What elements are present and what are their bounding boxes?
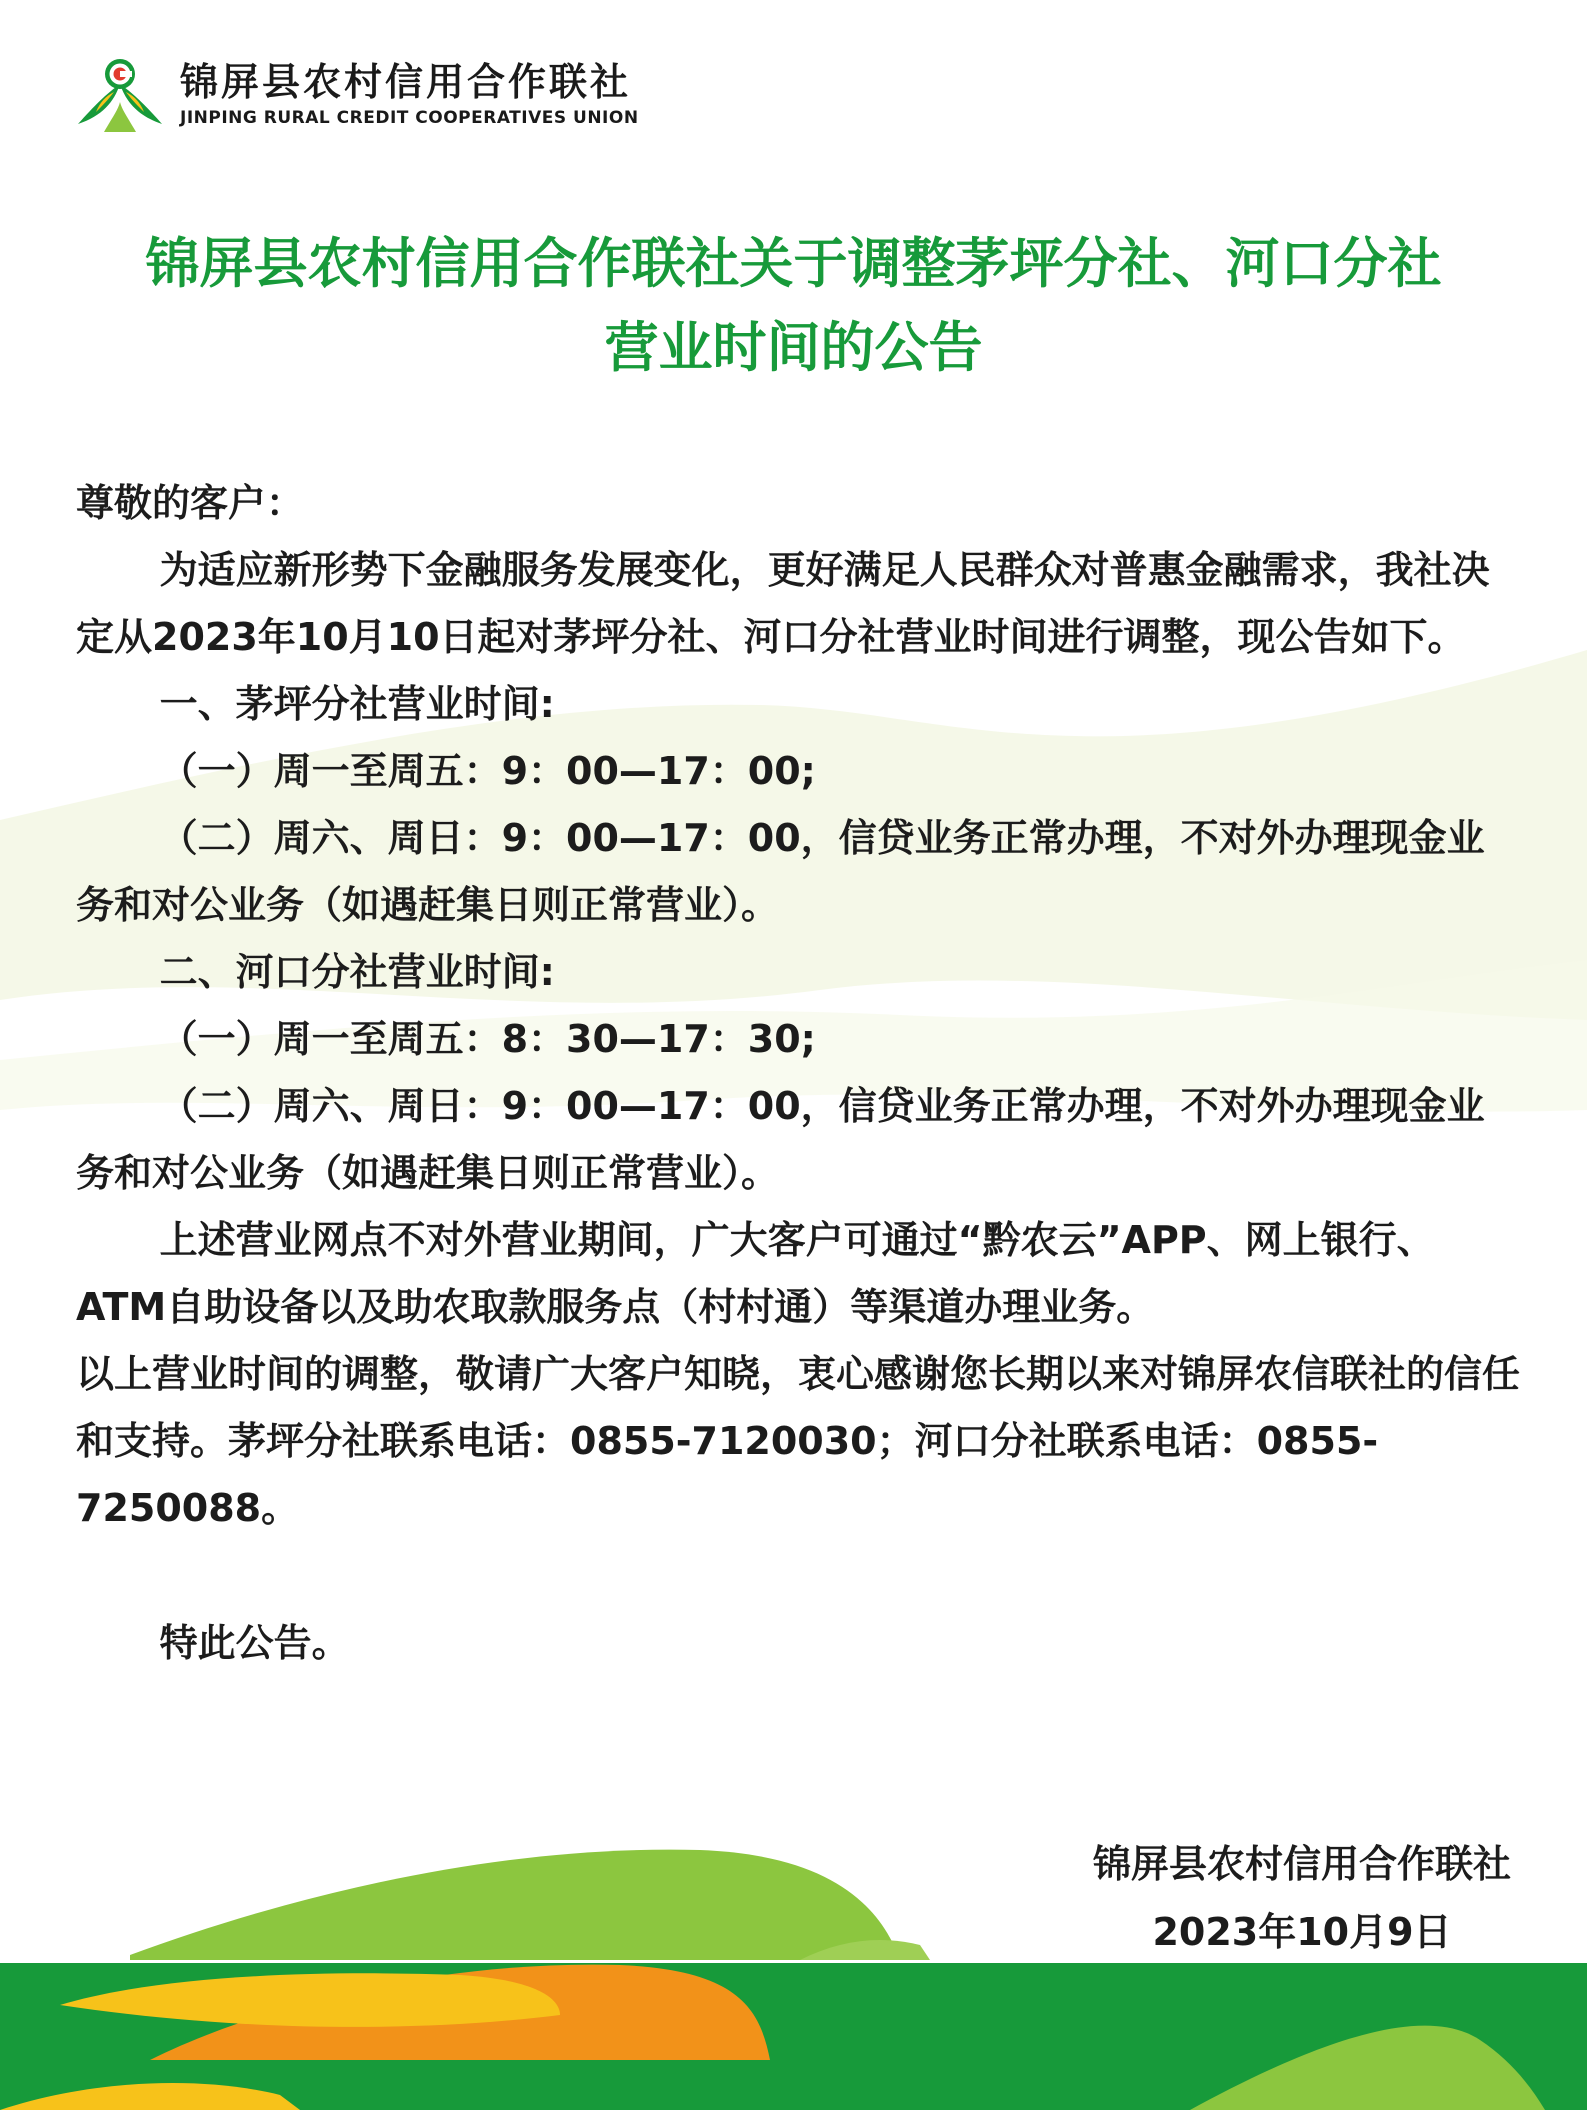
notice-end: 特此公告。 [159, 1621, 350, 1665]
notice-body [76, 470, 1521, 1677]
section2-item2: （二）周六、周日：9：00—17：00，信贷业务正常办理，不对外办理现金业务和对公业务（如遇赶集日则正常营业）。 [76, 1084, 1485, 1195]
org-name-en: JINPING RURAL CREDIT COOPERATIVES UNION [180, 108, 639, 128]
section1-heading: 一、茅坪分社营业时间: [159, 682, 555, 726]
org-name-cn: 锦屏县农村信用合作联社 [180, 60, 632, 104]
title-line-1: 锦屏县农村信用合作联社关于调整茅坪分社、河口分社 [145, 232, 1442, 295]
signature-block [1093, 1830, 1511, 1966]
notice-title [60, 222, 1527, 390]
bottom-hill-lightgreen [130, 1850, 900, 1960]
paragraph-spacer [76, 1542, 1521, 1610]
section2-item1: （一）周一至周五：8：30—17：30; [159, 1017, 816, 1061]
rural-credit-logo-icon [74, 54, 166, 136]
brand-text [180, 60, 639, 130]
signature-date: 2023年10月9日 [1152, 1910, 1452, 1954]
section2-heading: 二、河口分社营业时间: [159, 950, 555, 994]
closing-paragraph: 以上营业时间的调整，敬请广大客户知晓，衷心感谢您长期以来对锦屏农信联社的信任和支持。茅坪分社联系电话：0855-7120030；河口分社联系电话：0855-7250088。 [76, 1352, 1521, 1530]
title-line-2: 营业时间的公告 [604, 316, 983, 379]
signature-org: 锦屏县农村信用合作联社 [1092, 1842, 1511, 1886]
greeting: 尊敬的客户： [76, 481, 305, 525]
intro-paragraph: 为适应新形势下金融服务发展变化，更好满足人民群众对普惠金融需求，我社决定从2023年10月10日起对茅坪分社、河口分社营业时间进行调整，现公告如下。 [76, 548, 1490, 659]
section1-item2: （二）周六、周日：9：00—17：00，信贷业务正常办理，不对外办理现金业务和对公业务（如遇赶集日则正常营业）。 [76, 816, 1485, 927]
section1-item1: （一）周一至周五：9：00—17：00; [159, 749, 816, 793]
channels-paragraph: 上述营业网点不对外营业期间，广大客户可通过“黔农云”APP、网上银行、ATM自助设备以及助农取款服务点（村村通）等渠道办理业务。 [76, 1218, 1435, 1329]
header-brand [74, 54, 639, 136]
